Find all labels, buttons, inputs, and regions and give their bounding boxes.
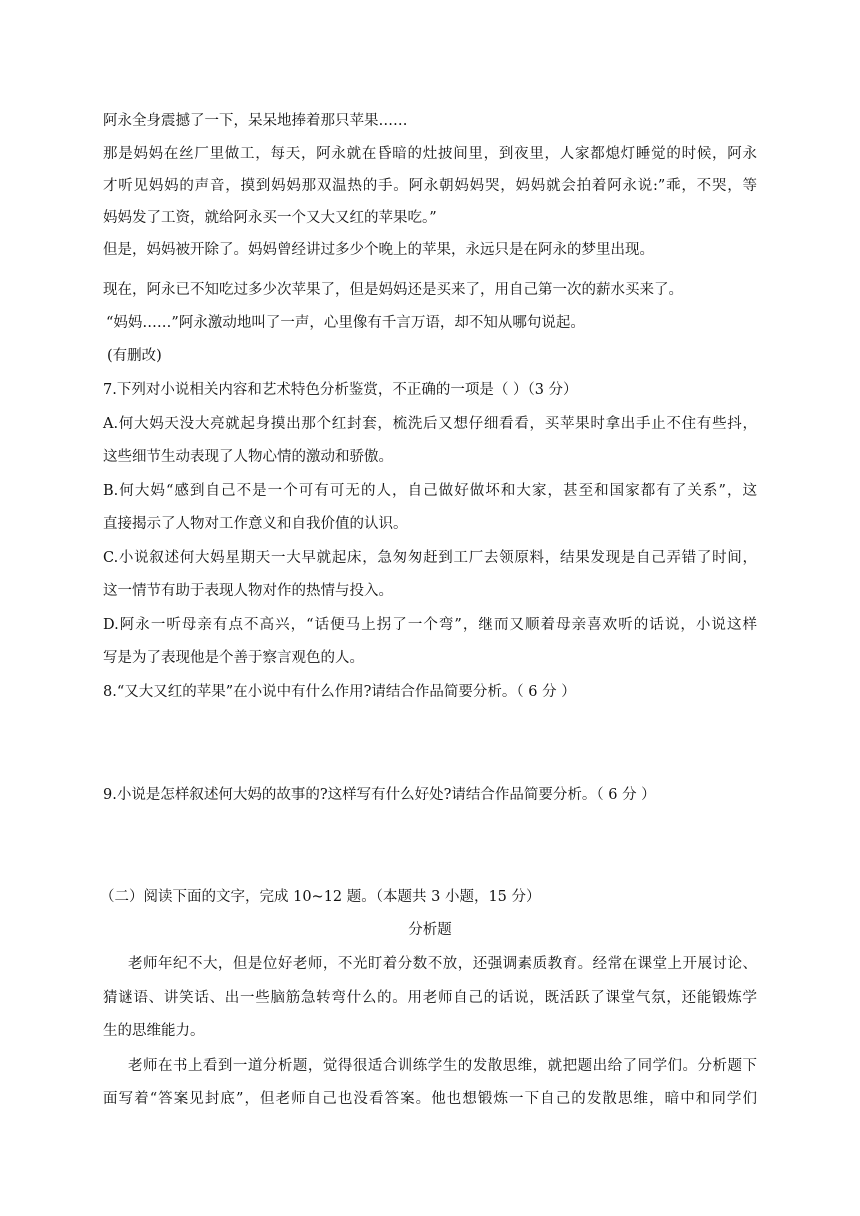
edit-note: (有删改) — [107, 348, 162, 364]
story-paragraph: 现在，阿永已不知吃过多少次苹果了，但是妈妈还是买来了，用自己第一次的薪水买来了。 — [103, 282, 683, 298]
passage-paragraph: 猜谜语、讲笑话、出一些脑筋急转弯什么的。用老师自己的话说，既活跃了课堂气氛，还能锻炼学 — [103, 990, 757, 1006]
option-c: 这一情节有助于表现人物对作的热情与投入。 — [103, 583, 393, 599]
question-9: 9.小说是怎样叙述何大妈的故事的?这样写有什么好处?请结合作品简要分析。（ 6 分 ） — [103, 787, 656, 803]
passage-paragraph: 生的思维能力。 — [103, 1023, 205, 1039]
question-7-stem: 7.下列对小说相关内容和艺术特色分析鉴赏，不正确的一项是（ ）（3 分） — [103, 382, 578, 398]
story-paragraph: 才听见妈妈的声音，摸到妈妈那双温热的手。阿永朝妈妈哭，妈妈就会拍着阿永说:”乖，不哭，等 — [103, 178, 757, 194]
question-8: 8.“又大又红的苹果”在小说中有什么作用?请结合作品简要分析。（ 6 分 ） — [103, 684, 576, 700]
story-paragraph: 那是妈妈在丝厂里做工，每天，阿永就在昏暗的灶披间里，到夜里，人家都熄灯睡觉的时候，阿永 — [103, 146, 757, 162]
story-paragraph: 阿永全身震撼了一下，呆呆地捧着那只苹果…… — [103, 113, 408, 129]
option-a: A.何大妈天没大亮就起身摸出那个红封套，梳洗后又想仔细看看，买苹果时拿出手止不住有些抖， — [103, 416, 757, 432]
story-paragraph: 妈妈发了工资，就给阿永买一个又大又红的苹果吃。” — [103, 210, 437, 226]
story-paragraph: “妈妈……”阿永激动地叫了一声，心里像有千言万语，却不知从哪句说起。 — [106, 315, 585, 331]
option-d: D.阿永一听母亲有点不高兴，“话便马上拐了一个弯”，继而又顺着母亲喜欢听的话说，小说这样 — [103, 617, 757, 633]
option-d: 写是为了表现他是个善于察言观色的人。 — [103, 650, 364, 666]
option-b: B.何大妈“感到自己不是一个可有可无的人，自己做好做坏和大家，甚至和国家都有了关系”，这 — [103, 483, 757, 499]
option-a: 这些细节生动表现了人物心情的激动和骄傲。 — [103, 449, 393, 465]
section-heading: （二）阅读下面的文字，完成 10~12 题。（本题共 3 小题，15 分） — [100, 889, 541, 905]
option-b: 直接揭示了人物对工作意义和自我价值的认识。 — [103, 516, 408, 532]
passage-title: 分析题 — [408, 922, 452, 938]
option-c: C.小说叙述何大妈星期天一大早就起床，急匆匆赶到工厂去领原料，结果发现是自己弄错了时间， — [103, 550, 757, 566]
passage-paragraph: 老师年纪不大，但是位好老师，不光盯着分数不放，还强调素质教育。经常在课堂上开展讨论、 — [128, 956, 757, 972]
passage-paragraph: 面写着“答案见封底”，但老师自己也没看答案。他也想锻炼一下自己的发散思维，暗中和同学们 — [103, 1091, 757, 1107]
passage-paragraph: 老师在书上看到一道分析题，觉得很适合训练学生的发散思维，就把题出给了同学们。分析题下 — [128, 1058, 757, 1074]
story-paragraph: 但是，妈妈被开除了。妈妈曾经讲过多少个晚上的苹果，永远只是在阿永的梦里出现。 — [103, 242, 654, 258]
